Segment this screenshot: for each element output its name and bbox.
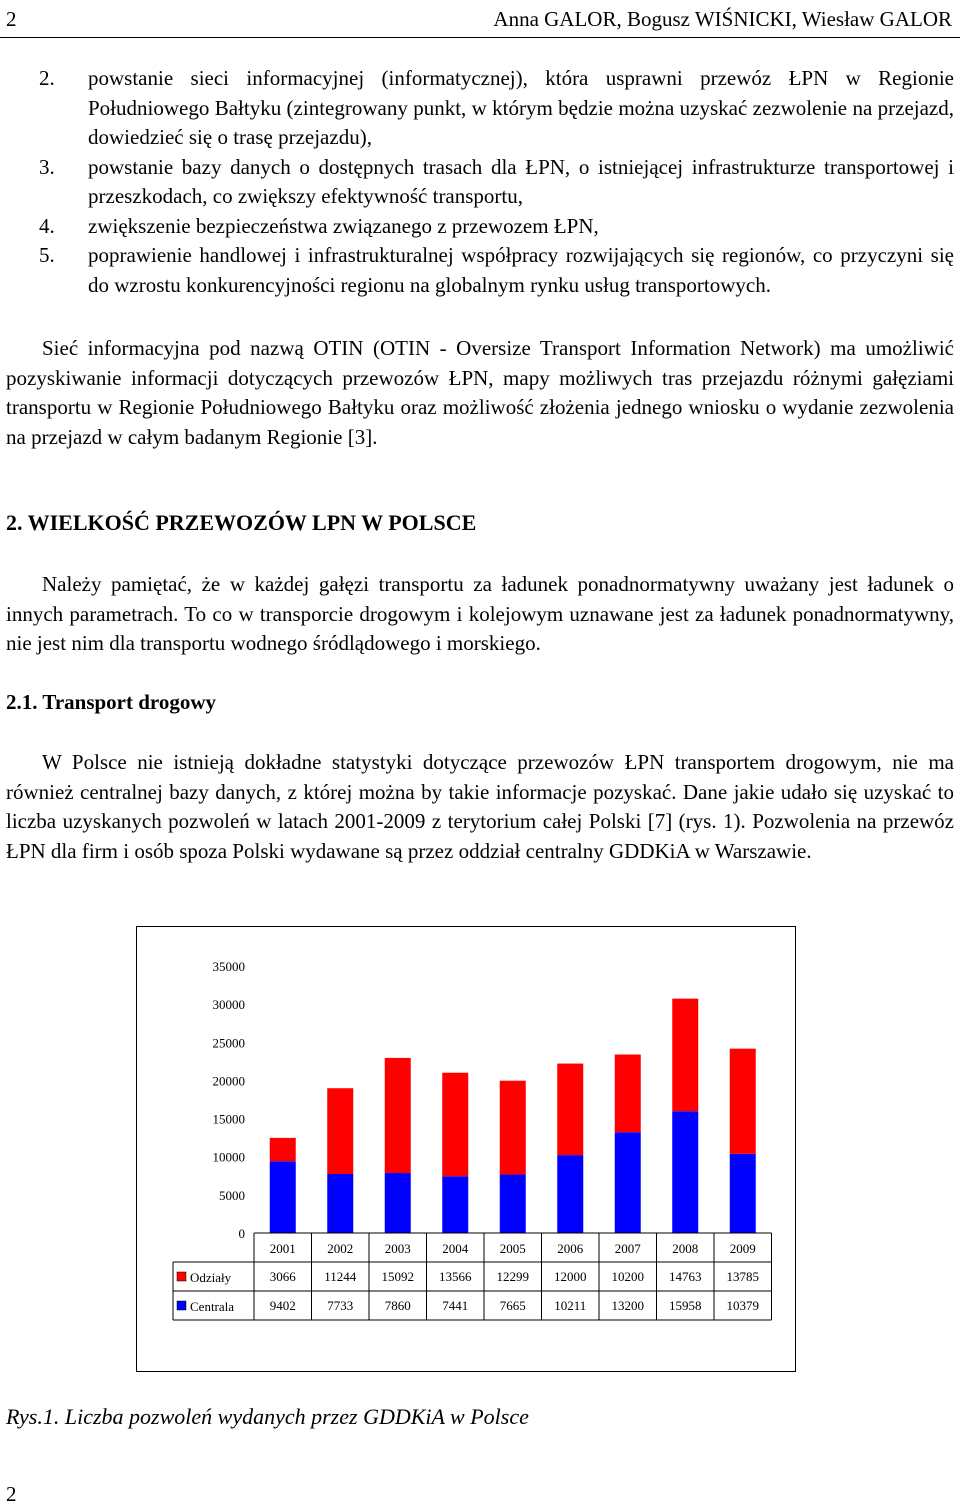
paragraph-otin: Sieć informacyjna pod nazwą OTIN (OTIN - Oversize Transport Information Network) ma umożliwić pozyskiwanie informacji dotyczących przewozów ŁPN, mapy możliwych tras przejazdu różnymi gałęziami transportu w Regionie Południowego Bałtyku oraz możliwość złożenia jednego wniosku o wydanie zezwolenia na przejazd w całym badanym Regionie [3].: [6, 336, 954, 449]
bar-odziały: [730, 1049, 756, 1154]
figure-chart: [136, 926, 796, 1372]
data-label: 13785: [726, 1269, 759, 1284]
list-number: 3.: [39, 154, 55, 179]
y-tick-label: 20000: [212, 1073, 245, 1089]
legend-label: Odziały: [190, 1270, 232, 1285]
list-item: [6, 212, 954, 242]
x-tick-label: 2002: [327, 1241, 354, 1256]
list-item: [6, 64, 954, 153]
data-label: 3066: [269, 1269, 296, 1284]
y-tick-label: 10000: [212, 1149, 245, 1165]
legend-label: Centrala: [190, 1299, 235, 1314]
bar-centrala: [672, 1111, 698, 1233]
data-label: 7860: [384, 1298, 411, 1313]
x-tick-label: 2009: [729, 1241, 756, 1256]
y-tick-label: 30000: [212, 997, 245, 1013]
data-label: 7665: [499, 1298, 526, 1313]
x-tick-label: 2008: [672, 1241, 699, 1256]
bar-centrala: [730, 1154, 756, 1233]
subsection-heading: 2.1. Transport drogowy: [6, 690, 217, 714]
bar-centrala: [615, 1132, 641, 1233]
paragraph-road: W Polsce nie istnieją dokładne statystyki dotyczące przewozów ŁPN transportem drogowym, nie ma również centralnej bazy danych, z której można by takie informacje pozyskać. Dane jakie udało się uzyskać to liczba uzyskanych pozwoleń w latach 2001-2009 z terytorium całej Polski [7] (rys. 1). Pozwolenia na przewóz ŁPN dla firm i osób spoza Polski wydawane są przez oddział centralny GDDKiA w Warszawie.: [6, 750, 954, 863]
bar-centrala: [557, 1155, 583, 1233]
data-label: 15958: [669, 1298, 702, 1313]
legend-swatch-odziały: [177, 1272, 186, 1281]
data-label: 13200: [611, 1298, 644, 1313]
list-text: zwiększenie bezpieczeństwa związanego z przewozem ŁPN,: [88, 213, 599, 238]
data-label: 11244: [324, 1269, 357, 1284]
list-text: powstanie sieci informacyjnej (informatycznej), która usprawni przewóz ŁPN w Regionie Południowego Bałtyku (zintegrowany punkt, w którym będzie można uzyskać zezwolenie na przejazd, dowiedzieć się o trasę przejazdu),: [88, 66, 954, 149]
y-tick-label: 0: [238, 1226, 245, 1241]
bar-centrala: [442, 1176, 468, 1233]
bar-odziały: [270, 1138, 296, 1161]
y-tick-label: 35000: [212, 959, 245, 974]
y-tick-label: 15000: [212, 1111, 245, 1127]
header-authors: Anna GALOR, Bogusz WIŚNICKI, Wiesław GALOR: [493, 6, 952, 31]
x-tick-label: 2003: [384, 1241, 411, 1256]
figure-caption: Rys.1. Liczba pozwoleń wydanych przez GDDKiA w Polsce: [6, 1404, 529, 1429]
data-label: 14763: [669, 1269, 702, 1284]
data-label: 9402: [269, 1298, 296, 1313]
header-rule: [0, 37, 960, 38]
list-number: 2.: [39, 66, 55, 90]
list-number: 5.: [39, 243, 55, 267]
data-label: 15092: [381, 1269, 414, 1284]
data-label: 13566: [439, 1269, 472, 1284]
bar-odziały: [672, 999, 698, 1112]
data-label: 7733: [327, 1298, 354, 1313]
y-tick-label: 25000: [212, 1035, 245, 1051]
data-label: 12299: [496, 1269, 529, 1284]
section-heading: 2. WIELKOŚĆ PRZEWOZÓW LPN W POLSCE: [6, 510, 477, 535]
data-label: 7441: [442, 1298, 469, 1313]
bar-odziały: [615, 1054, 641, 1132]
bar-odziały: [385, 1058, 411, 1173]
running-head: [6, 4, 952, 34]
list-text: poprawienie handlowej i infrastrukturalnej współpracy rozwijających się regionów, co przyczyni się do wzrostu konkurencyjności regionu na globalnym rynku usług transportowych.: [88, 243, 954, 297]
bar-centrala: [500, 1175, 526, 1233]
paragraph-section: Należy pamiętać, że w każdej gałęzi transportu za ładunek ponadnormatywny uważany jest ładunek o innych parametrach. To co w transporcie drogowym i kolejowym uznawane jest za ładunek ponadnormatywny, nie jest nim dla transportu wodnego śródlądowego i morskiego.: [6, 572, 954, 655]
x-tick-label: 2006: [557, 1241, 584, 1256]
data-label: 12000: [554, 1269, 587, 1284]
bar-odziały: [557, 1064, 583, 1156]
list-item: [6, 241, 954, 300]
data-label: 10211: [554, 1298, 587, 1313]
bar-odziały: [327, 1088, 353, 1174]
x-tick-label: 2004: [442, 1241, 469, 1256]
list-text: powstanie bazy danych o dostępnych trasach dla ŁPN, o istniejącej infrastrukturze transportowej i przeszkodach, co zwiększy efektywność transportu,: [88, 154, 954, 208]
bar-centrala: [327, 1174, 353, 1233]
bar-centrala: [270, 1161, 296, 1233]
legend-swatch-centrala: [177, 1301, 186, 1310]
bar-centrala: [385, 1173, 411, 1233]
data-label: 10200: [611, 1269, 644, 1284]
bar-odziały: [442, 1073, 468, 1176]
numbered-list: [6, 64, 954, 300]
stacked-bar-chart: [137, 927, 797, 1373]
x-tick-label: 2005: [499, 1241, 526, 1256]
footer-page-number: 2: [6, 1482, 17, 1506]
list-number: 4.: [39, 213, 55, 238]
y-tick-label: 5000: [219, 1187, 245, 1203]
bar-odziały: [500, 1081, 526, 1175]
list-item: [6, 153, 954, 212]
data-label: 10379: [726, 1298, 759, 1313]
x-tick-label: 2007: [614, 1241, 641, 1256]
x-tick-label: 2001: [269, 1241, 296, 1256]
header-page-number: 2: [6, 6, 17, 31]
